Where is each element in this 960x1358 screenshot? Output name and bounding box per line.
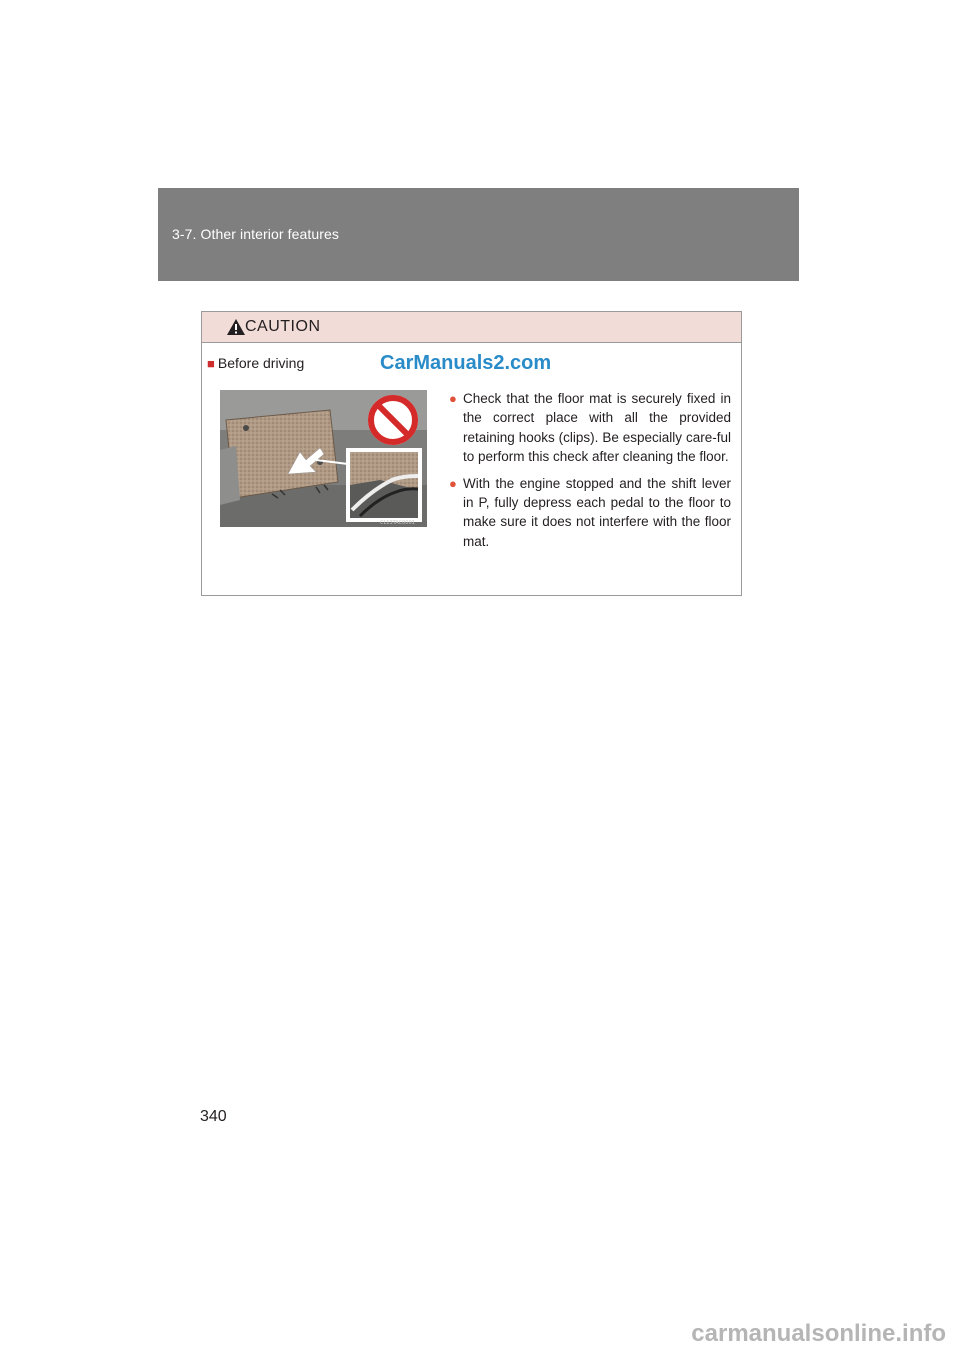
- warning-triangle-icon: [226, 318, 246, 336]
- circle-bullet-icon: ●: [449, 475, 457, 491]
- floor-mat-photo: [220, 390, 427, 527]
- bullet-item: [449, 389, 731, 467]
- page-number: 340: [200, 1108, 227, 1125]
- floor-mat-illustration: [220, 390, 427, 527]
- circle-bullet-icon: ●: [449, 391, 457, 406]
- watermark: CarManuals2.com: [380, 352, 552, 374]
- bullet-text: With the engine stopped and the shift lever in P, fully depress each pedal to the floor to make sure it does not interfere with the floor mat.: [463, 475, 731, 549]
- bullet-list: [449, 389, 731, 558]
- square-bullet-icon: ■: [207, 356, 215, 371]
- footer-watermark: carmanualsonline.info: [691, 1320, 946, 1347]
- section-title: 3-7. Other interior features: [172, 226, 339, 242]
- caution-box: [201, 311, 742, 596]
- caution-subheading: [207, 355, 304, 371]
- header-band: [158, 188, 799, 281]
- subheading-text: Before driving: [217, 355, 305, 371]
- caution-title: CAUTION: [245, 318, 321, 335]
- caution-header: [202, 312, 741, 343]
- bullet-text: Check that the floor mat is securely fixed in the correct place with all the provided retaining hooks (clips). Be especially care-ful to perform this check after cleaning the floor.: [463, 391, 731, 465]
- bullet-item: [449, 474, 731, 552]
- image-code: CL13TAC0001: [380, 520, 415, 526]
